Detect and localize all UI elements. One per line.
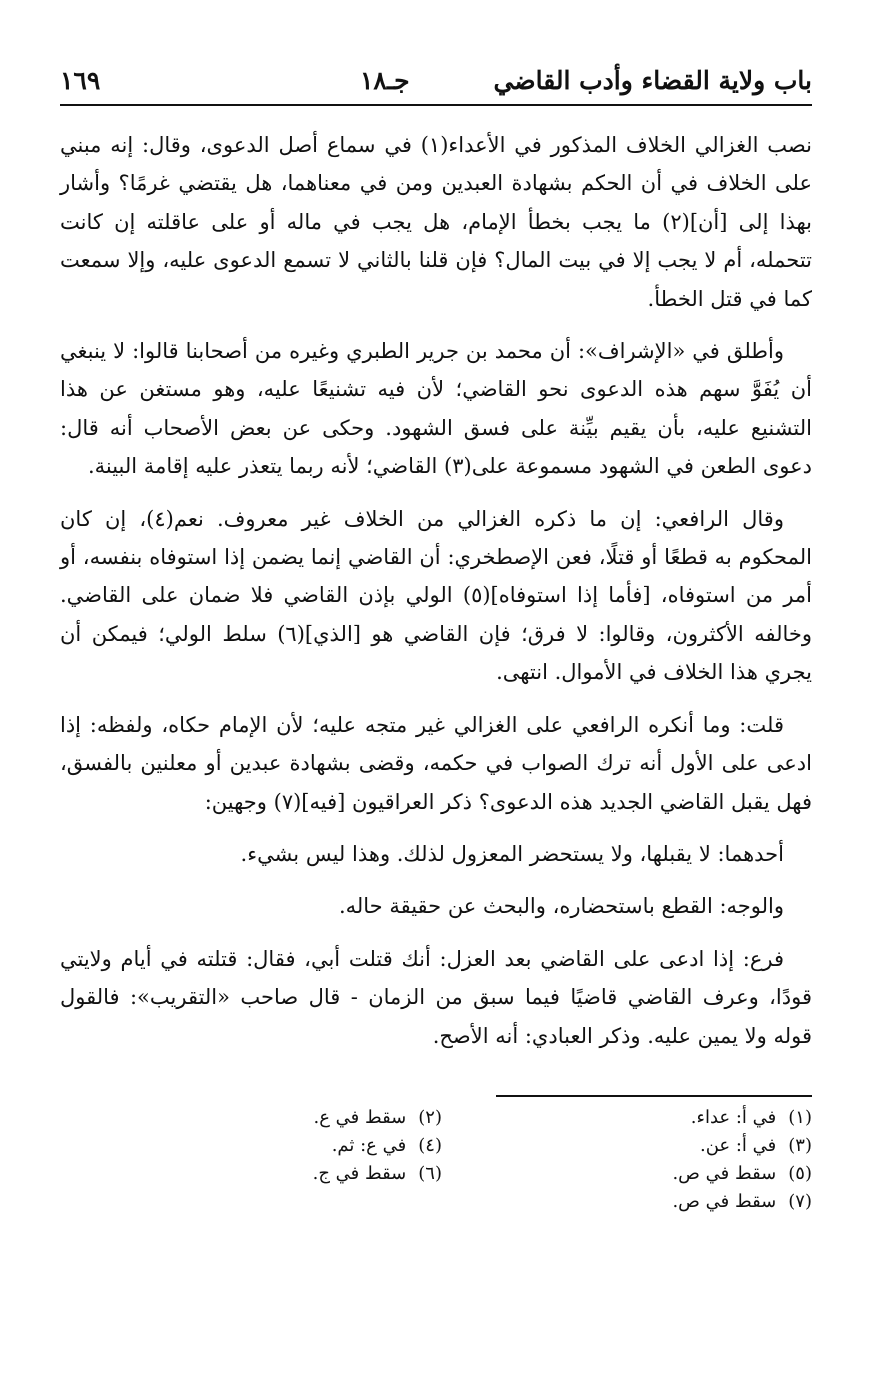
chapter-title: باب ولاية القضاء وأدب القاضي bbox=[493, 66, 812, 95]
paragraph: أحدهما: لا يقبلها، ولا يستحضر المعزول لذلك. وهذا ليس بشيء. bbox=[240, 841, 784, 866]
footnote: (٥)سقط في ص. bbox=[672, 1163, 812, 1184]
paragraph: قلت: وما أنكره الرافعي على الغزالي غير متجه عليه؛ لأن الإمام حكاه، ولفظه: إذا ادعى على الأول أنه ترك الصواب في حكمه، وقضى بشهادة عبدين أو معلنين بالفسق، فهل يقبل القاضي الجديد هذه الدعوى؟ ذكر العراقيون [فيه](٧) وجهين: bbox=[60, 712, 812, 814]
footnotes bbox=[60, 1105, 812, 1285]
paragraph: وقال الرافعي: إن ما ذكره الغزالي من الخلاف غير معروف. نعم(٤)، إن كان المحكوم به قطعًا أو قتلًا، فعن الإصطخري: أن القاضي إنما يضمن إذا استوفاه بنفسه، أو أمر من استوفاه، [فأما إذا استوفاه](٥) الولي بإذن القاضي فلا ضمان على القاضي. وخالفه الأكثرون، وقالوا: لا فرق؛ فإن القاضي هو [الذي](٦) سلط الولي؛ فيمكن أن يجري هذا الخلاف في الأموال. انتهى. bbox=[60, 506, 813, 685]
footnote: (١)في أ: عداء. bbox=[690, 1107, 812, 1128]
main-text bbox=[60, 126, 812, 1055]
page-number: ١٦٩ bbox=[60, 66, 101, 95]
footnote: (٢)سقط في ع. bbox=[313, 1107, 442, 1128]
volume-number: جـ١٨ bbox=[360, 66, 410, 95]
paragraph: والوجه: القطع باستحضاره، والبحث عن حقيقة حاله. bbox=[338, 894, 784, 919]
footnote-separator bbox=[496, 1095, 812, 1097]
paragraph: نصب الغزالي الخلاف المذكور في الأعداء(١) في سماع أصل الدعوى، وقال: إنه مبني على الخلاف في أن الحكم بشهادة العبدين ومن في معناهما، هل يقتضي غرمًا؟ وأشار بهذا إلى [أن](٢) ما يجب بخطأ الإمام، هل يجب في ماله أو على عاقلته إن كانت تتحمله، أم لا يجب إلا في بيت المال؟ فإن قلنا بالثاني لا تسمع الدعوى عليه، وإلا سمعت كما في قتل الخطأ. bbox=[60, 133, 813, 311]
paragraph: وأطلق في «الإشراف»: أن محمد بن جرير الطبري وغيره من أصحابنا قالوا: لا ينبغي أن يُفَوَّ سهم هذه الدعوى نحو القاضي؛ لأن فيه تشنيعًا عليه، وهو مستغن عن هذا التشنيع عليه، بأن يقيم بيِّنة على فسق الشهود. وحكى عن بعض الأصحاب أنه قال: دعوى الطعن في الشهود مسموعة على(٣) القاضي؛ لأنه ربما يتعذر عليه إقامة البينة. bbox=[60, 339, 812, 479]
footnote: (٦)سقط في ج. bbox=[312, 1163, 442, 1184]
book-page bbox=[60, 60, 812, 1069]
running-header bbox=[60, 60, 812, 106]
footnote: (٤)في ع: ثم. bbox=[331, 1135, 442, 1156]
paragraph: فرع: إذا ادعى على القاضي بعد العزل: أنك قتلت أبي، فقال: قتلته في أيام ولايتي قودًا، وعرف القاضي قاضيًا فيما سبق من الزمان - قال صاحب «التقريب»: فالقول قوله ولا يمين عليه. وذكر العبادي: أنه الأصح. bbox=[60, 946, 812, 1048]
footnote: (٧)سقط في ص. bbox=[672, 1191, 812, 1212]
footnote: (٣)في أ: عن. bbox=[699, 1135, 812, 1156]
